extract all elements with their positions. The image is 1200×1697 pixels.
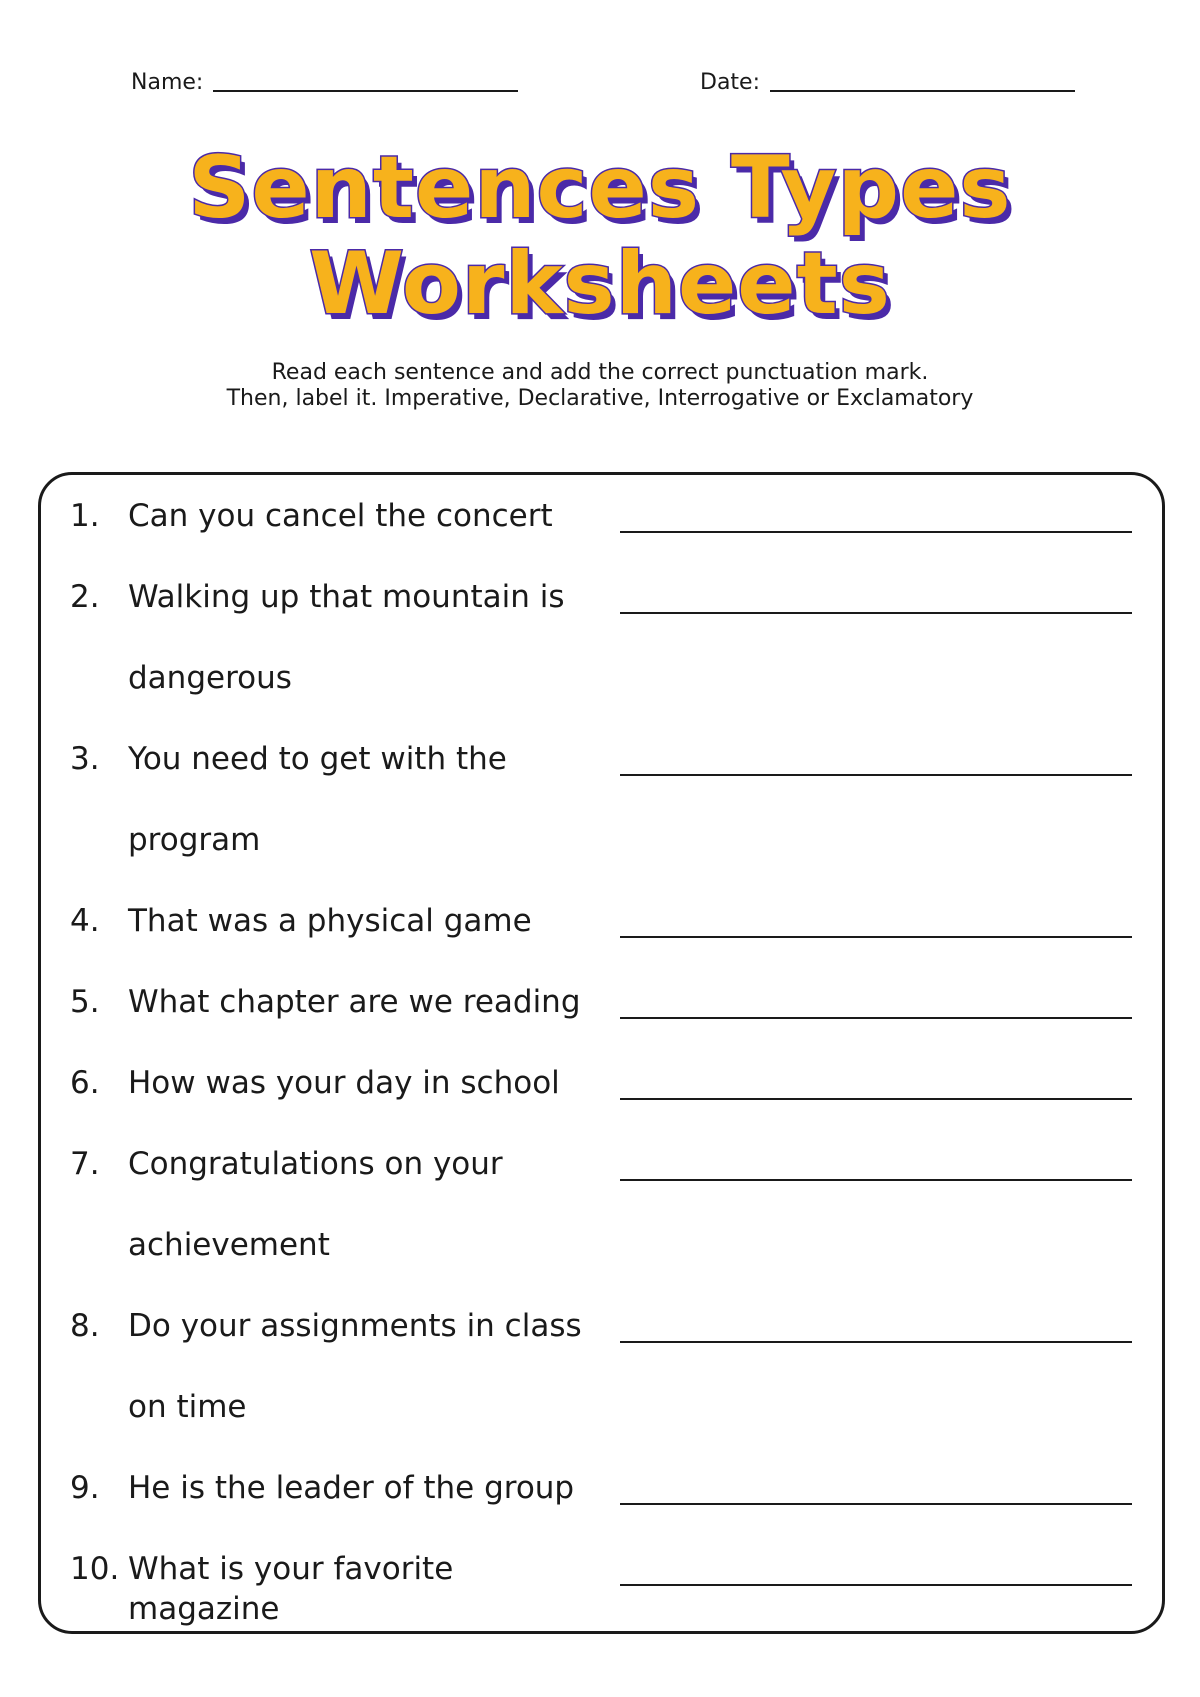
item-sentence <box>128 1549 598 1629</box>
name-field[interactable] <box>131 70 518 95</box>
instructions-line-1: Read each sentence and add the correct punctuation mark. <box>271 360 929 385</box>
sentence-line-1: Do your assignments in class <box>128 1308 582 1344</box>
sentence-line-1: What chapter are we reading <box>128 984 581 1020</box>
sentence-line-1: Can you cancel the concert <box>128 498 553 534</box>
item-number: 4. <box>70 903 100 939</box>
answer-line[interactable] <box>620 1341 1132 1343</box>
sentence-line-2: on time <box>128 1389 247 1425</box>
item-number: 3. <box>70 741 100 777</box>
sentence-line-1: He is the leader of the group <box>128 1470 575 1506</box>
item-number: 2. <box>70 579 100 615</box>
sentence-line-2: dangerous <box>128 660 292 696</box>
title-line-2: Worksheets <box>309 234 891 334</box>
item-sentence <box>128 1063 598 1103</box>
name-label: Name: <box>131 70 204 95</box>
item-sentence <box>128 496 598 536</box>
item-number: 7. <box>70 1146 100 1182</box>
answer-line[interactable] <box>620 1503 1132 1505</box>
sentence-line-2: achievement <box>128 1227 330 1263</box>
item-number: 8. <box>70 1308 100 1344</box>
header-fields <box>0 70 1200 110</box>
sentence-line-1: How was your day in school <box>128 1065 560 1101</box>
item-sentence <box>128 901 598 941</box>
sentence-line-1: You need to get with the <box>128 741 507 777</box>
instructions <box>0 360 1200 412</box>
item-number: 6. <box>70 1065 100 1101</box>
worksheet-title <box>0 140 1200 332</box>
answer-line[interactable] <box>620 1179 1132 1181</box>
item-sentence <box>128 1144 598 1265</box>
item-number: 1. <box>70 498 100 534</box>
answer-line[interactable] <box>620 612 1132 614</box>
item-sentence <box>128 577 598 698</box>
date-field[interactable] <box>700 70 1075 95</box>
answer-line[interactable] <box>620 774 1132 776</box>
sentence-line-1: That was a physical game <box>128 903 532 939</box>
instructions-line-2: Then, label it. Imperative, Declarative, Interrogative or Exclamatory <box>226 386 974 411</box>
sentence-line-1: Walking up that mountain is <box>128 579 565 615</box>
item-sentence <box>128 1468 598 1508</box>
item-number: 9. <box>70 1470 100 1506</box>
sentence-line-1: Congratulations on your <box>128 1146 503 1182</box>
title-line-1: Sentences Types <box>188 138 1012 238</box>
answer-line[interactable] <box>620 531 1132 533</box>
item-number: 10. <box>70 1551 120 1587</box>
answer-line[interactable] <box>620 1017 1132 1019</box>
item-sentence <box>128 982 598 1022</box>
date-blank-line[interactable] <box>770 90 1075 92</box>
item-sentence <box>128 739 598 860</box>
answer-line[interactable] <box>620 1098 1132 1100</box>
answer-line[interactable] <box>620 1584 1132 1586</box>
name-blank-line[interactable] <box>213 90 518 92</box>
item-number: 5. <box>70 984 100 1020</box>
answer-line[interactable] <box>620 936 1132 938</box>
item-sentence <box>128 1306 598 1427</box>
date-label: Date: <box>700 70 760 95</box>
sentence-line-1: What is your favorite magazine <box>128 1551 454 1627</box>
sentence-line-2: program <box>128 822 261 858</box>
